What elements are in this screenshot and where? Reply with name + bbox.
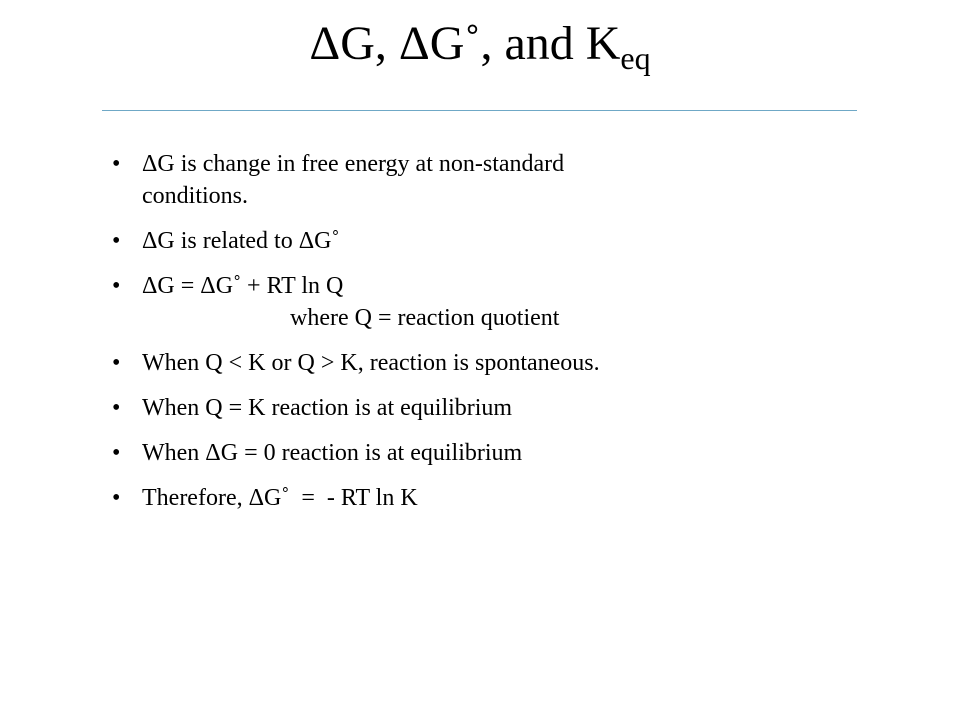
bullet-item [112, 437, 872, 469]
bullet-dot: • [112, 485, 121, 511]
bullet-item [112, 347, 872, 379]
bullet-item [112, 225, 872, 257]
bullet-text: When ΔG = 0 reaction is at equilibrium [142, 440, 523, 466]
slide-title [0, 14, 960, 74]
bullet-dot: • [112, 440, 121, 466]
bullet-text: ΔG is related to ΔG˚ [142, 228, 340, 254]
bullet-dot: • [112, 151, 121, 177]
bullet-dot: • [112, 350, 121, 376]
bullet-text: When Q = K reaction is at equilibrium [142, 395, 513, 421]
bullet-continuation: conditions. [142, 183, 248, 209]
bullet-text: Therefore, ΔG˚ = - RT ln K [142, 485, 418, 511]
bullet-text: ΔG is change in free energy at non-standard [142, 151, 565, 177]
bullet-item [112, 270, 872, 334]
bullet-dot: • [112, 228, 121, 254]
bullet-text: ΔG = ΔG˚ + RT ln Q [142, 273, 344, 299]
bullet-text: When Q < K or Q > K, reaction is spontaneous. [142, 350, 600, 376]
bullet-list [112, 148, 872, 527]
bullet-continuation: where Q = reaction quotient [290, 305, 560, 331]
bullet-item [112, 148, 872, 212]
bullet-item [112, 392, 872, 424]
bullet-dot: • [112, 395, 121, 421]
bullet-dot: • [112, 273, 121, 299]
title-subscript: eq [620, 40, 651, 76]
bullet-item [112, 482, 872, 514]
title-main: ΔG, ΔG˚, and K [309, 17, 621, 70]
title-divider [102, 110, 857, 111]
